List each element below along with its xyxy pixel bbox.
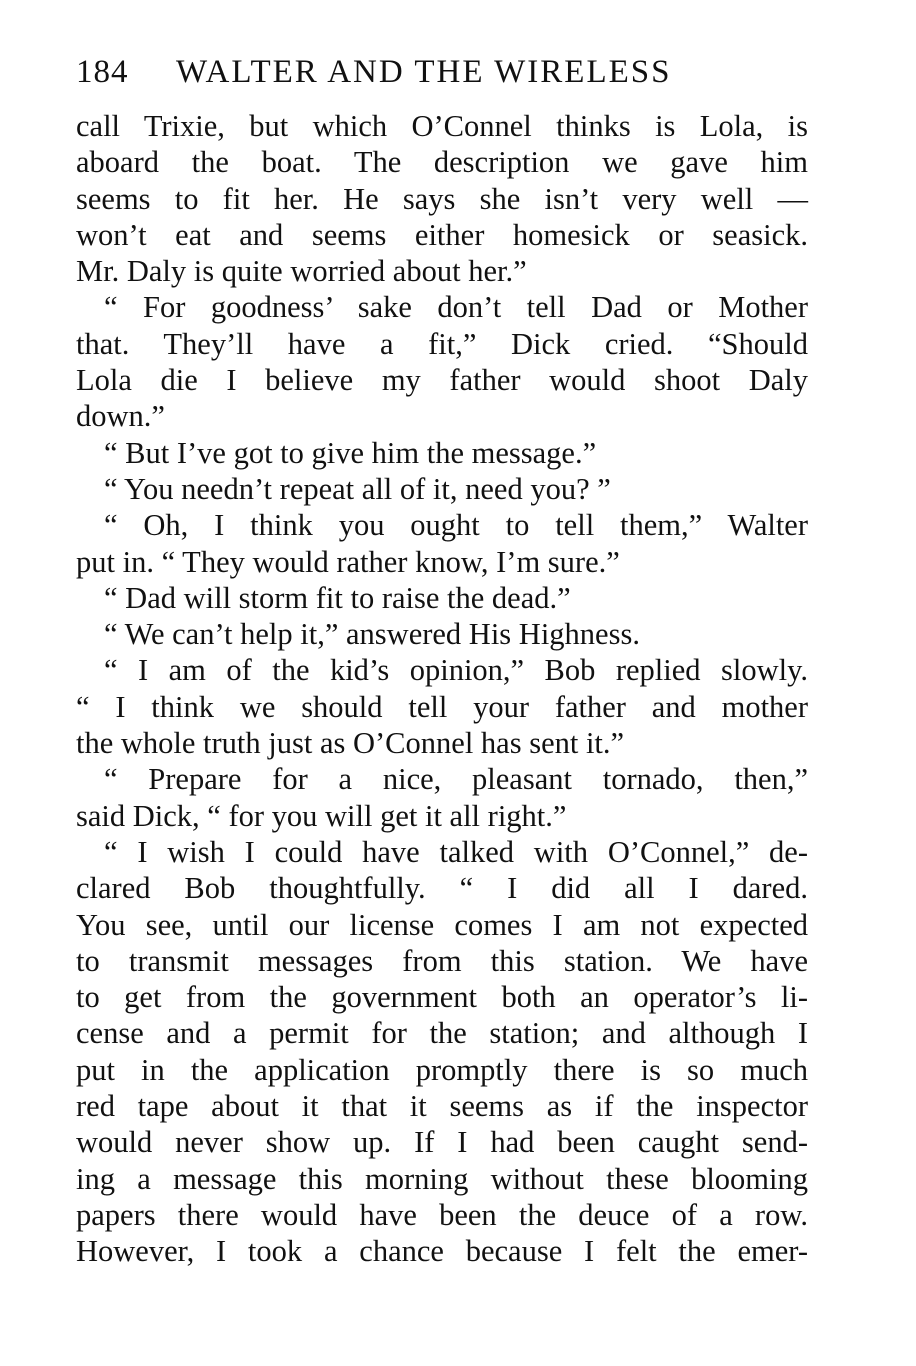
page-number: 184	[76, 54, 129, 90]
running-head: WALTER AND THE WIRELESS	[176, 54, 672, 90]
body-text	[76, 108, 808, 1270]
text-line: “ Dad will storm fit to raise the dead.”	[104, 580, 571, 615]
text-line: However, I took a chance because I felt the emer-	[76, 1234, 808, 1269]
text-line: “ Oh, I think you ought to tell them,” Walter	[104, 508, 808, 543]
text-line: “ I wish I could have talked with O’Connel,” de-	[104, 834, 808, 869]
text-line: to transmit messages from this station. We have	[76, 943, 808, 978]
text-line: the whole truth just as O’Connel has sent it.”	[76, 726, 625, 761]
text-line: clared Bob thoughtfully. “ I did all I dared.	[76, 871, 808, 906]
text-line: “ Prepare for a nice, pleasant tornado, then,”	[104, 762, 808, 797]
text-line: call Trixie, but which O’Connel thinks is Lola, is	[76, 109, 808, 143]
text-line: Lola die I believe my father would shoot Daly	[76, 363, 808, 398]
text-line: ing a message this morning without these blooming	[76, 1161, 808, 1196]
text-line: to get from the government both an operator’s li-	[76, 980, 808, 1015]
text-line: down.”	[76, 399, 165, 434]
text-line: Mr. Daly is quite worried about her.”	[76, 254, 527, 289]
text-line: won’t eat and seems either homesick or seasick.	[76, 217, 808, 252]
book-page	[76, 54, 808, 1270]
text-line: “ But I’ve got to give him the message.”	[104, 435, 597, 470]
text-line: put in the application promptly there is so much	[76, 1052, 808, 1087]
text-line: seems to fit her. He says she isn’t very well —	[76, 181, 808, 216]
text-line: “ I think we should tell your father and mother	[76, 689, 808, 724]
text-line: papers there would have been the deuce of a row.	[76, 1197, 808, 1232]
text-line: that. They’ll have a fit,” Dick cried. “Should	[76, 326, 808, 361]
text-line: “ You needn’t repeat all of it, need you? ”	[104, 471, 611, 506]
text-line: put in. “ They would rather know, I’m sure.”	[76, 544, 620, 579]
text-line: “ I am of the kid’s opinion,” Bob replied slowly.	[104, 653, 808, 688]
text-line: “ We can’t help it,” answered His Highness.	[104, 617, 640, 652]
text-line: would never show up. If I had been caught send-	[76, 1125, 808, 1160]
text-line: “ For goodness’ sake don’t tell Dad or Mother	[104, 290, 808, 325]
text-line: red tape about it that it seems as if the inspector	[76, 1089, 808, 1124]
text-line: said Dick, “ for you will get it all right.”	[76, 798, 567, 833]
text-line: cense and a permit for the station; and although I	[76, 1016, 808, 1051]
text-line: aboard the boat. The description we gave him	[76, 145, 808, 180]
page-header	[76, 54, 808, 102]
text-line: You see, until our license comes I am not expected	[76, 907, 808, 942]
